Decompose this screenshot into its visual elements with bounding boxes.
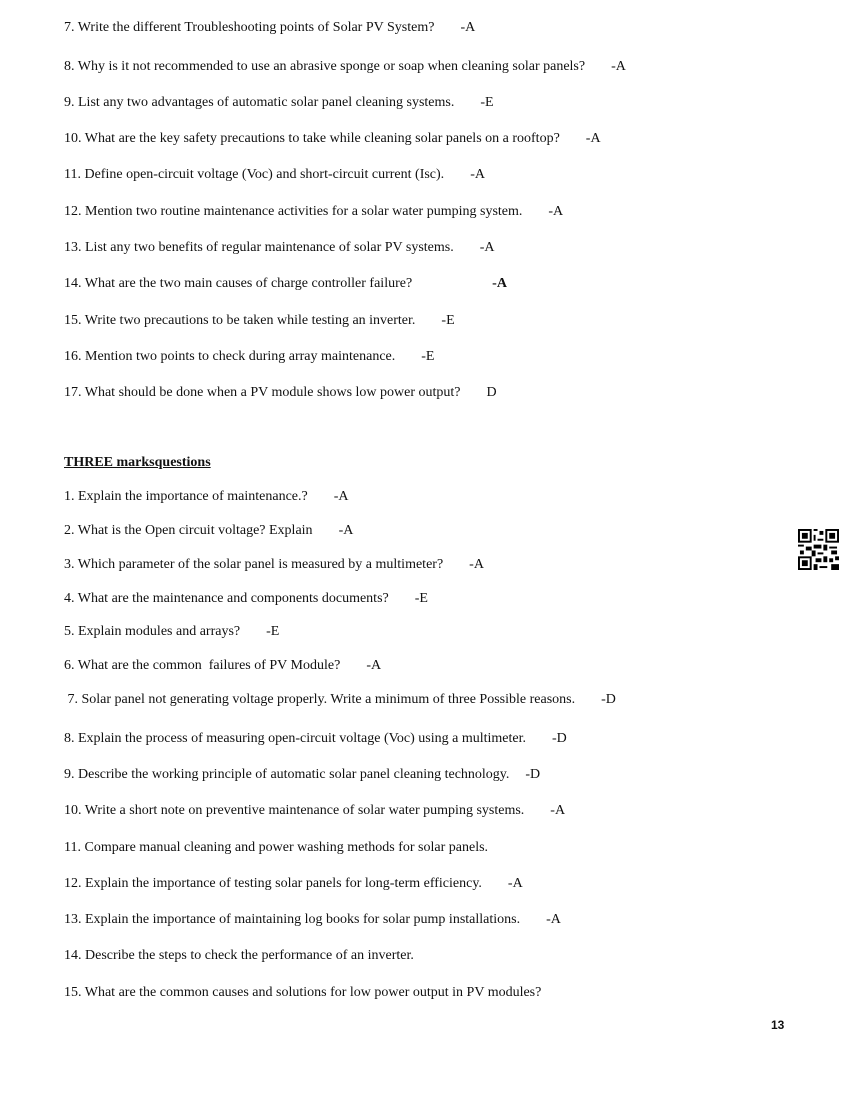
question-code: -A [585,131,601,146]
question-code: -A [460,20,476,35]
question-item [64,590,428,608]
question-item [64,691,616,709]
question-item [64,556,484,574]
question-item [64,802,565,820]
question-text: 14. What are the two main causes of charge controller failure? [64,276,413,291]
question-code: -E [266,624,280,639]
question-text: 3. Which parameter of the solar panel is measured by a multimeter? [64,557,444,572]
question-code: -A [479,240,495,255]
question-item [64,488,349,506]
question-item [64,839,488,857]
question-text: 12. Explain the importance of testing solar panels for long-term efficiency. [64,876,482,891]
question-text: 17. What should be done when a PV module shows low power output? [64,385,461,400]
question-code: -A [546,912,561,927]
question-text: 11. Compare manual cleaning and power washing methods for solar panels. [64,840,489,855]
question-text: 11. Define open-circuit voltage (Voc) and short-circuit current (Isc). [64,167,445,182]
question-item [64,203,563,221]
question-text: 14. Describe the steps to check the performance of an inverter. [64,948,414,963]
question-item [64,623,279,641]
question-item [64,130,601,148]
question-code: -A [469,557,484,572]
qr-code-icon [798,529,839,570]
question-code: -A [507,876,523,891]
question-text: 10. What are the key safety precautions to take while cleaning solar panels on a rooftop? [64,131,560,146]
question-text: 13. List any two benefits of regular maintenance of solar PV systems. [64,240,454,255]
question-item [64,657,381,675]
question-item [64,384,497,402]
question-item [64,94,494,112]
question-text: 7. Write the different Troubleshooting points of Solar PV System? [64,20,435,35]
question-code: -A [470,167,485,182]
question-item [64,239,495,257]
question-text: 15. Write two precautions to be taken while testing an inverter. [64,313,416,328]
question-code: -A [338,523,354,538]
question-text: 9. Describe the working principle of automatic solar panel cleaning technology. [64,767,510,782]
question-item [64,522,353,540]
question-code: -D [552,731,567,746]
question-item [64,275,507,293]
question-code: D [486,385,497,400]
question-text: 8. Why is it not recommended to use an abrasive sponge or soap when cleaning solar panels? [64,59,586,74]
question-code: -A [548,204,564,219]
question-text: 16. Mention two points to check during array maintenance. [64,349,396,364]
question-text: 8. Explain the process of measuring open-circuit voltage (Voc) using a multimeter. [64,731,527,746]
question-text: 1. Explain the importance of maintenance.? [64,489,308,504]
question-item [64,947,414,965]
question-item [64,19,475,37]
question-item [64,58,626,76]
question-item [64,166,485,184]
question-item [64,875,523,893]
question-text: 5. Explain modules and arrays? [64,624,241,639]
question-code: -D [525,767,541,782]
question-code: -A [333,489,349,504]
question-text: 9. List any two advantages of automatic solar panel cleaning systems. [64,95,455,110]
question-text: 15. What are the common causes and solutions for low power output in PV modules? [64,985,542,1000]
question-code: -E [414,591,428,606]
question-code: -A [492,276,507,291]
question-code: -E [421,349,435,364]
question-item [64,984,541,1002]
question-text: 7. Solar panel not generating voltage properly. Write a minimum of three Possible reasons. [64,692,576,707]
question-item [64,730,567,748]
question-item [64,766,540,784]
question-text: 6. What are the common failures of PV Module? [64,658,341,673]
question-code: -A [611,59,626,74]
question-code: -E [441,313,455,328]
page-number: 13 [771,1018,785,1032]
question-text: 4. What are the maintenance and components documents? [64,591,389,606]
question-item [64,911,561,929]
question-code: -A [550,803,566,818]
question-code: -E [480,95,494,110]
question-text: 13. Explain the importance of maintaining log books for solar pump installations. [64,912,521,927]
question-text: 10. Write a short note on preventive maintenance of solar water pumping systems. [64,803,525,818]
question-text: 2. What is the Open circuit voltage? Explain [64,523,313,538]
question-text: 12. Mention two routine maintenance activities for a solar water pumping system. [64,204,523,219]
question-code: -D [601,692,616,707]
section-heading: THREE marksquestions [64,455,211,470]
question-item [64,348,434,366]
question-code: -A [366,658,382,673]
question-item [64,312,455,330]
